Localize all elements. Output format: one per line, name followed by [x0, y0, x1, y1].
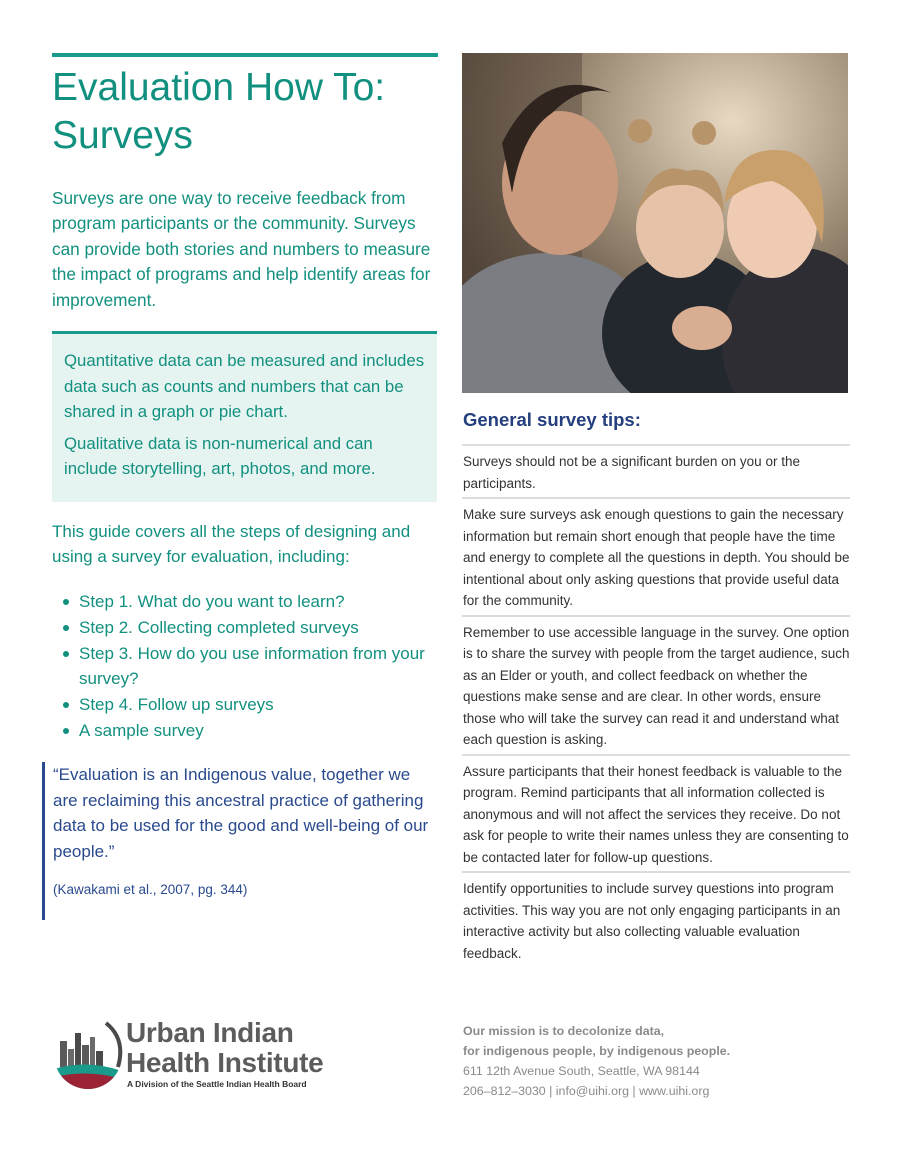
- bullet-icon: [63, 625, 69, 631]
- guide-intro: This guide covers all the steps of designing and using a survey for evaluation, including:: [52, 522, 411, 567]
- list-item: Step 3. How do you use information from your survey?: [52, 641, 437, 693]
- qualitative-text: Qualitative data is non-numerical and can include storytelling, art, photos, and more.: [64, 433, 376, 478]
- list-item: Step 4. Follow up surveys: [52, 692, 437, 718]
- intro-paragraph: Surveys are one way to receive feedback from program participants or the community. Surveys can provide both stories and numbers to measure the impact of programs and help identify areas for improvement.: [52, 188, 431, 310]
- footer-address: 611 12th Avenue South, Seattle, WA 98144: [463, 1064, 700, 1078]
- data-types-callout: [52, 331, 437, 502]
- title-line-2: Surveys: [52, 114, 193, 157]
- footer-mission: [463, 1021, 849, 1101]
- title-line-1: Evaluation How To:: [52, 66, 386, 109]
- top-rule: [52, 53, 438, 57]
- bullet-icon: [63, 651, 69, 657]
- page-title: [52, 64, 442, 160]
- list-item: Surveys should not be a significant burden on you or the participants.: [462, 444, 850, 497]
- bullet-icon: [63, 728, 69, 734]
- list-item: Step 2. Collecting completed surveys: [52, 615, 437, 641]
- tips-heading: General survey tips:: [463, 409, 641, 430]
- quote-citation: (Kawakami et al., 2007, pg. 344): [53, 882, 248, 897]
- bullet-icon: [63, 599, 69, 605]
- bullet-icon: [63, 702, 69, 708]
- pull-quote: “Evaluation is an Indigenous value, together we are reclaiming this ancestral practice of gathering data to be used for the good and well-being of our people.”: [53, 765, 429, 861]
- steps-list: [52, 589, 437, 744]
- logo-subtitle: A Division of the Seattle Indian Health Board: [127, 1079, 307, 1089]
- list-item: Identify opportunities to include survey questions into program activities. This way you are not only engaging participants in an interactive activity but also collecting valuable evaluation feedback.: [462, 871, 850, 967]
- list-item: Make sure surveys ask enough questions to gain the necessary information but remain short enough that people have the time and energy to complete all the questions in depth. You should be intentional about only asking questions that provide useful data for the community.: [462, 497, 850, 615]
- list-item: Remember to use accessible language in the survey. One option is to share the survey with people from the target audience, such as an Elder or youth, and collect feedback on whether the questions make sense and are clear. In other words, ensure those who will take the survey can read it and understand what each question is asking.: [462, 615, 850, 754]
- mission-line-2: for indigenous people, by indigenous people.: [463, 1044, 731, 1058]
- mission-line-1: Our mission is to decolonize data,: [463, 1024, 665, 1038]
- quantitative-text: Quantitative data can be measured and includes data such as counts and numbers that can be shared in a graph or pie chart.: [64, 351, 425, 421]
- tips-list: [462, 444, 850, 967]
- list-item: Step 1. What do you want to learn?: [52, 589, 437, 615]
- uihi-logo-icon: [52, 1019, 124, 1091]
- list-item: Assure participants that their honest feedback is valuable to the program. Remind participants that all information collected is anonymous and will not affect the services they receive. Do not ask for people to write their names unless they are consenting to be contacted later for follow-up questions.: [462, 754, 850, 872]
- footer-contact: 206–812–3030 | info@uihi.org | www.uihi.org: [463, 1084, 710, 1098]
- family-photo: [462, 53, 848, 393]
- quote-bar: [42, 762, 45, 920]
- list-item: A sample survey: [52, 718, 437, 744]
- logo-name: Urban Indian Health Institute: [126, 1017, 324, 1078]
